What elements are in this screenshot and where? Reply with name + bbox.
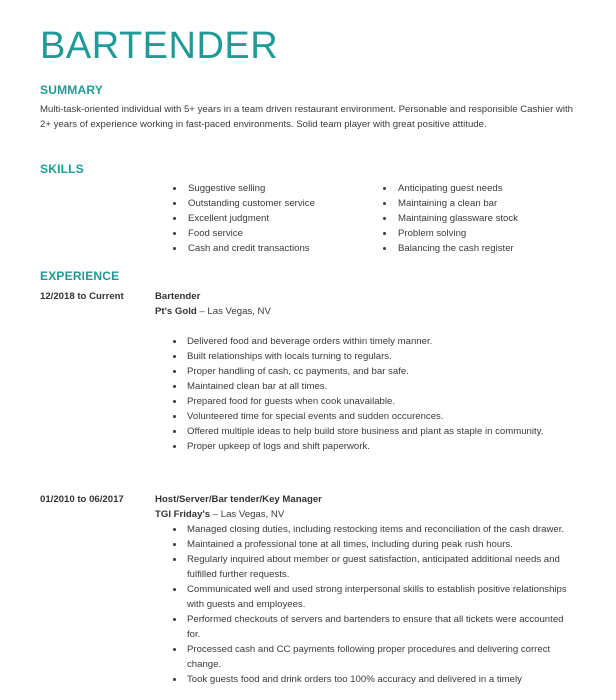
employer-separator: – xyxy=(199,306,205,317)
summary-heading: SUMMARY xyxy=(40,83,103,97)
summary-text: Multi-task-oriented individual with 5+ years in a team driven restaurant environment. Personable and responsible Cashier with 2+ years of experience working in fast-paced environments. Solid team player with great positive attitude. xyxy=(40,104,573,130)
duty-item: Built relationships with locals turning to regulars. xyxy=(170,349,570,364)
job-company: TGI Friday's xyxy=(155,509,211,520)
job-location: Las Vegas, NV xyxy=(207,306,271,317)
duty-item: Performed checkouts of servers and bartenders to ensure that all tickets were accounted for. xyxy=(170,612,570,642)
skill-item: Excellent judgment xyxy=(170,211,315,226)
duty-item: Proper upkeep of logs and shift paperwork. xyxy=(170,439,570,454)
job-dates: 12/2018 to Current xyxy=(40,291,124,302)
duty-item: Processed cash and CC payments following proper procedures and delivering correct change. xyxy=(170,642,570,672)
duty-item: Offered multiple ideas to help build store business and plant as staple in community. xyxy=(170,424,570,439)
duty-item: Took guests food and drink orders too 100% accuracy and delivered in a timely xyxy=(170,672,570,687)
duty-item: Managed closing duties, including restocking items and reconciliation of the cash drawer. xyxy=(170,522,570,537)
duty-item: Proper handling of cash, cc payments, and bar safe. xyxy=(170,364,570,379)
job-dates: 01/2010 to 06/2017 xyxy=(40,494,124,505)
skills-heading: SKILLS xyxy=(40,162,84,176)
skill-item: Food service xyxy=(170,226,315,241)
skill-item: Balancing the cash register xyxy=(380,241,518,256)
skill-item: Anticipating guest needs xyxy=(380,181,518,196)
skill-item: Cash and credit transactions xyxy=(170,241,315,256)
job-employer xyxy=(155,305,271,318)
job-title: Host/Server/Bar tender/Key Manager xyxy=(155,494,322,505)
duty-item: Volunteered time for special events and sudden occurences. xyxy=(170,409,570,424)
job-title: Bartender xyxy=(155,291,201,302)
skill-item: Problem solving xyxy=(380,226,518,241)
duty-item: Maintained clean bar at all times. xyxy=(170,379,570,394)
duty-item: Maintained a professional tone at all times, including during peak rush hours. xyxy=(170,537,570,552)
duty-item: Prepared food for guests when cook unavailable. xyxy=(170,394,570,409)
skills-list-left xyxy=(170,181,315,256)
duty-item: Regularly inquired about member or guest satisfaction, anticipated additional needs and fulfilled further requests. xyxy=(170,552,570,582)
duty-item: Communicated well and used strong interpersonal skills to establish positive relationships with guests and employees. xyxy=(170,582,570,612)
resume-name: BARTENDER xyxy=(40,25,279,67)
job-duties-list xyxy=(170,522,570,687)
employer-separator: – xyxy=(212,509,219,520)
skills-list-right xyxy=(380,181,518,256)
skill-item: Suggestive selling xyxy=(170,181,315,196)
skill-item: Maintaining glassware stock xyxy=(380,211,518,226)
skill-item: Maintaining a clean bar xyxy=(380,196,518,211)
job-company: Pt's Gold xyxy=(155,306,197,317)
skill-item: Outstanding customer service xyxy=(170,196,315,211)
experience-heading: EXPERIENCE xyxy=(40,269,120,283)
job-location: Las Vegas, NV xyxy=(220,509,285,520)
job-employer xyxy=(155,508,284,521)
duty-item: Delivered food and beverage orders within timely manner. xyxy=(170,334,570,349)
job-duties-list xyxy=(170,334,570,454)
